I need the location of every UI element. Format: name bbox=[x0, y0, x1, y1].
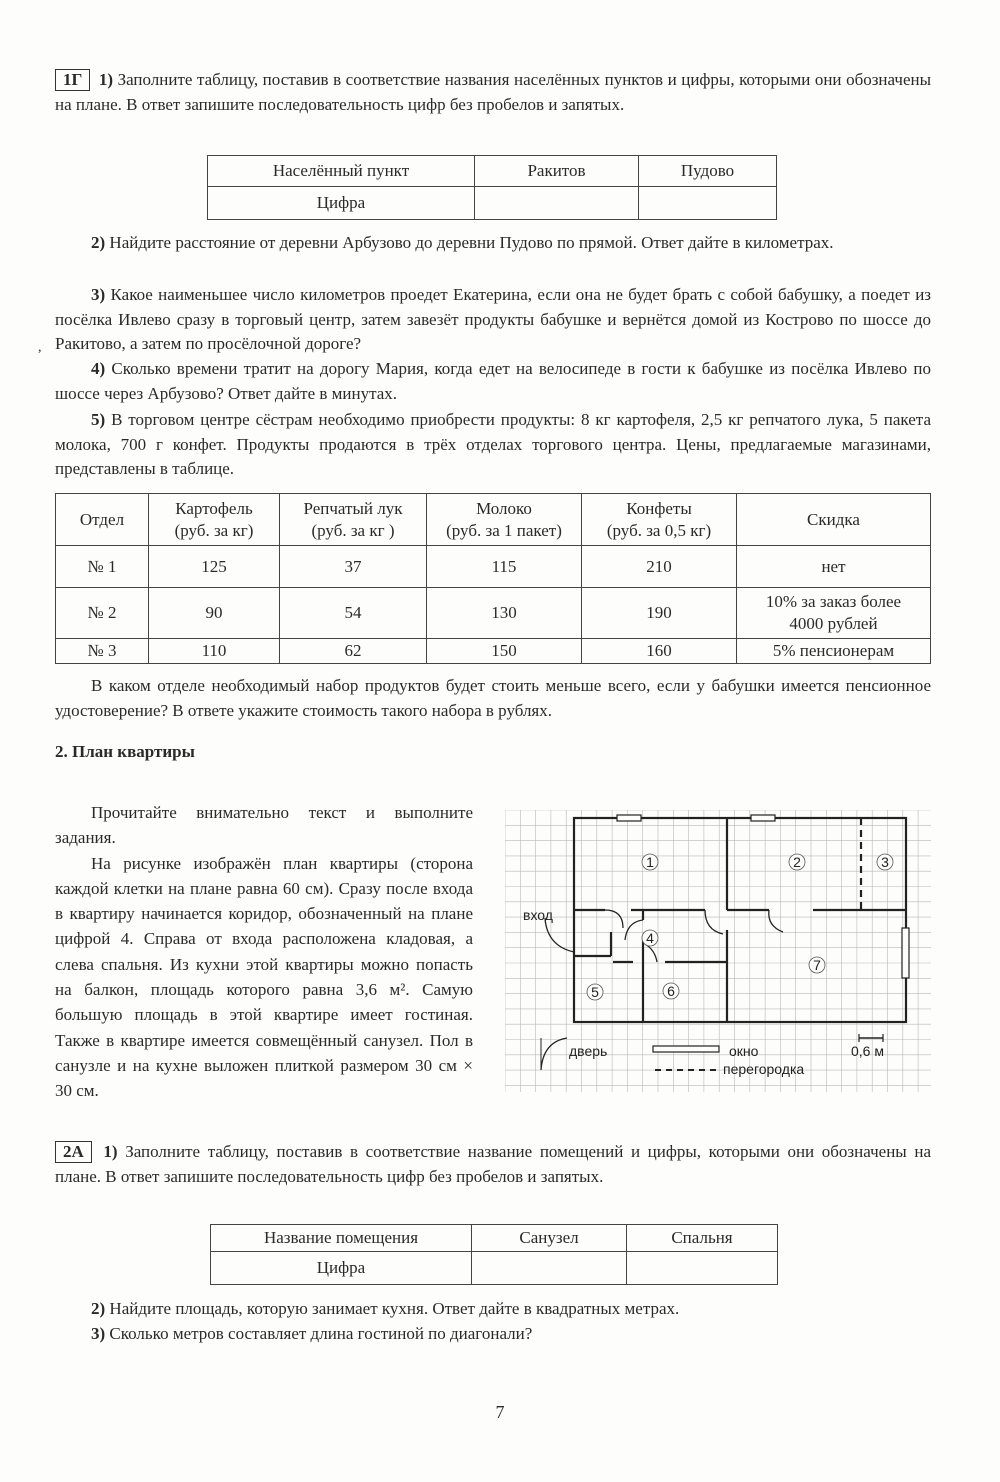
legend-window-label: окно bbox=[729, 1043, 759, 1059]
question-number: 2) bbox=[91, 1299, 106, 1318]
table-cell: 125 bbox=[149, 546, 280, 588]
room-number: 2 bbox=[793, 854, 801, 870]
apartment-plan bbox=[505, 810, 931, 1092]
table-header: Спальня bbox=[627, 1225, 778, 1252]
table-cell: № 2 bbox=[56, 588, 149, 639]
page-number: 7 bbox=[495, 1402, 505, 1422]
table-header: Молоко (руб. за 1 пакет) bbox=[427, 494, 582, 546]
question-text: Найдите площадь, которую занимает кухня. Ответ дайте в квадратных метрах. bbox=[109, 1299, 680, 1318]
answer-cell[interactable] bbox=[639, 187, 777, 220]
table-cell: 5% пенсионерам bbox=[737, 639, 931, 664]
question-number: 1) bbox=[103, 1142, 118, 1161]
task-2a-q3 bbox=[55, 1322, 931, 1347]
plan-legend bbox=[541, 1034, 884, 1077]
task-1g-q4 bbox=[55, 357, 931, 406]
question-number: 1) bbox=[98, 70, 114, 89]
task-2a-q2 bbox=[55, 1297, 931, 1322]
section-title: 2. План квартиры bbox=[55, 742, 195, 761]
table-header: Санузел bbox=[472, 1225, 627, 1252]
question-text: Заполните таблицу, поставив в соответствие названия населённых пунктов и цифры, которыми они обозначены на плане. В ответ запишите последовательность цифр без пробелов и запятых. bbox=[55, 70, 932, 114]
table-cell: № 3 bbox=[56, 639, 149, 664]
intro-paragraph: Прочитайте внимательно текст и выполните задания. bbox=[55, 803, 473, 848]
table-cell: 190 bbox=[582, 588, 737, 639]
question-text: В торговом центре сёстрам необходимо приобрести продукты: 8 кг картофеля, 2,5 кг репчатого лука, 5 пакета молока, 700 г конфет. Продукты продаются в трёх отделах торгового центра. Цены, предлагаемые магазинами, представлены в таблице. bbox=[55, 410, 931, 478]
table-header: Картофель (руб. за кг) bbox=[149, 494, 280, 546]
answer-cell[interactable] bbox=[472, 1252, 627, 1285]
door-legend-icon bbox=[541, 1038, 567, 1070]
table-header: Репчатый лук (руб. за кг ) bbox=[280, 494, 427, 546]
table-cell: 210 bbox=[582, 546, 737, 588]
answer-cell[interactable] bbox=[475, 187, 639, 220]
margin-mark: , bbox=[38, 340, 42, 355]
question-text: Какое наименьшее число километров проедет Екатерина, если она не будет брать с собой бабушку, а поедет из посёлка Ивлево сразу в торговый центр, затем завезёт продукты бабушке и вернётся домой из Кострово по шоссе до Ракитово, а затем по просёлочной дороге? bbox=[55, 285, 932, 353]
task-number-box: 2А bbox=[55, 1141, 92, 1163]
question-number: 2) bbox=[91, 233, 106, 252]
table-cell: 160 bbox=[582, 639, 737, 664]
room-number: 3 bbox=[881, 854, 889, 870]
task-1g-q1 bbox=[55, 68, 931, 117]
entrance-label: вход bbox=[523, 907, 553, 923]
task-1g-q5-question: В каком отделе необходимый набор продуктов будет стоить меньше всего, если у бабушки имеется пенсионное удостоверение? В ответе укажите стоимость такого набора в рублях. bbox=[55, 676, 931, 720]
scale-label: 0,6 м bbox=[851, 1043, 884, 1059]
plan-doors bbox=[545, 910, 783, 962]
question-text: Сколько времени тратит на дорогу Мария, когда едет на велосипеде в гости к бабушке из посёлка Ивлево по шоссе через Арбузово? Ответ дайте в минутах. bbox=[55, 359, 931, 403]
question-text: Найдите расстояние от деревни Арбузово до деревни Пудово по прямой. Ответ дайте в километрах. bbox=[109, 233, 834, 252]
table-header: Конфеты (руб. за 0,5 кг) bbox=[582, 494, 737, 546]
shop-price-table bbox=[55, 493, 931, 664]
room-number: 5 bbox=[591, 984, 599, 1000]
section-intro bbox=[55, 800, 473, 1104]
table-cell: 115 bbox=[427, 546, 582, 588]
table-cell: 62 bbox=[280, 639, 427, 664]
table-cell: 110 bbox=[149, 639, 280, 664]
answer-cell[interactable] bbox=[627, 1252, 778, 1285]
room-number: 6 bbox=[667, 983, 675, 999]
room-number: 4 bbox=[646, 930, 654, 946]
rooms-table bbox=[210, 1224, 778, 1285]
task-number-box: 1Г bbox=[55, 69, 90, 91]
task-1g-q3 bbox=[55, 283, 931, 357]
question-text: Сколько метров составляет длина гостиной по диагонали? bbox=[109, 1324, 533, 1343]
legend-partition-label: перегородка bbox=[723, 1061, 805, 1077]
legend-door-label: дверь bbox=[569, 1043, 608, 1059]
task-2a-q1 bbox=[55, 1140, 931, 1189]
table-cell: № 1 bbox=[56, 546, 149, 588]
table-header: Пудово bbox=[639, 156, 777, 187]
task-1g-q2 bbox=[55, 231, 931, 256]
room-number: 7 bbox=[813, 957, 821, 973]
table-header: Ракитов bbox=[475, 156, 639, 187]
task-1g-q5 bbox=[55, 408, 931, 482]
table-header: Название помещения bbox=[211, 1225, 472, 1252]
room-number: 1 bbox=[646, 854, 654, 870]
table-cell: 54 bbox=[280, 588, 427, 639]
table-header: Населённый пункт bbox=[208, 156, 475, 187]
table-cell: 130 bbox=[427, 588, 582, 639]
table-row-label: Цифра bbox=[208, 187, 475, 220]
table-header: Отдел bbox=[56, 494, 149, 546]
table-cell: 10% за заказ более 4000 рублей bbox=[737, 588, 931, 639]
question-text: Заполните таблицу, поставив в соответствие название помещений и цифры, которыми они обозначены на плане. В ответ запишите последовательность цифр без пробелов и запятых. bbox=[55, 1142, 931, 1186]
table-row-label: Цифра bbox=[211, 1252, 472, 1285]
plan-windows bbox=[617, 815, 909, 978]
table-cell: нет bbox=[737, 546, 931, 588]
table-cell: 90 bbox=[149, 588, 280, 639]
question-number: 5) bbox=[91, 410, 106, 429]
question-number: 3) bbox=[91, 1324, 106, 1343]
settlements-table bbox=[207, 155, 777, 220]
question-number: 4) bbox=[91, 359, 106, 378]
intro-paragraph: На рисунке изображён план квартиры (сторона каждой клетки на плане равна 60 см). Сразу после входа в квартиру начинается коридор, обозначенный на плане цифрой 4. Справа от входа расположена кладовая, а слева спальня. Из кухни этой квартиры можно попасть на балкон, площадь которого равна 3,6 м². Самую большую площадь в этой квартире имеет гостиная. Также в квартире имеется совмещённый санузел. Пол в санузле и на кухне выложен плиткой размером 30 см × 30 см. bbox=[55, 853, 473, 1101]
plan-walls bbox=[574, 818, 906, 1022]
question-number: 3) bbox=[91, 285, 106, 304]
table-cell: 37 bbox=[280, 546, 427, 588]
table-header: Скидка bbox=[737, 494, 931, 546]
window-legend-icon bbox=[653, 1046, 719, 1052]
table-cell: 150 bbox=[427, 639, 582, 664]
